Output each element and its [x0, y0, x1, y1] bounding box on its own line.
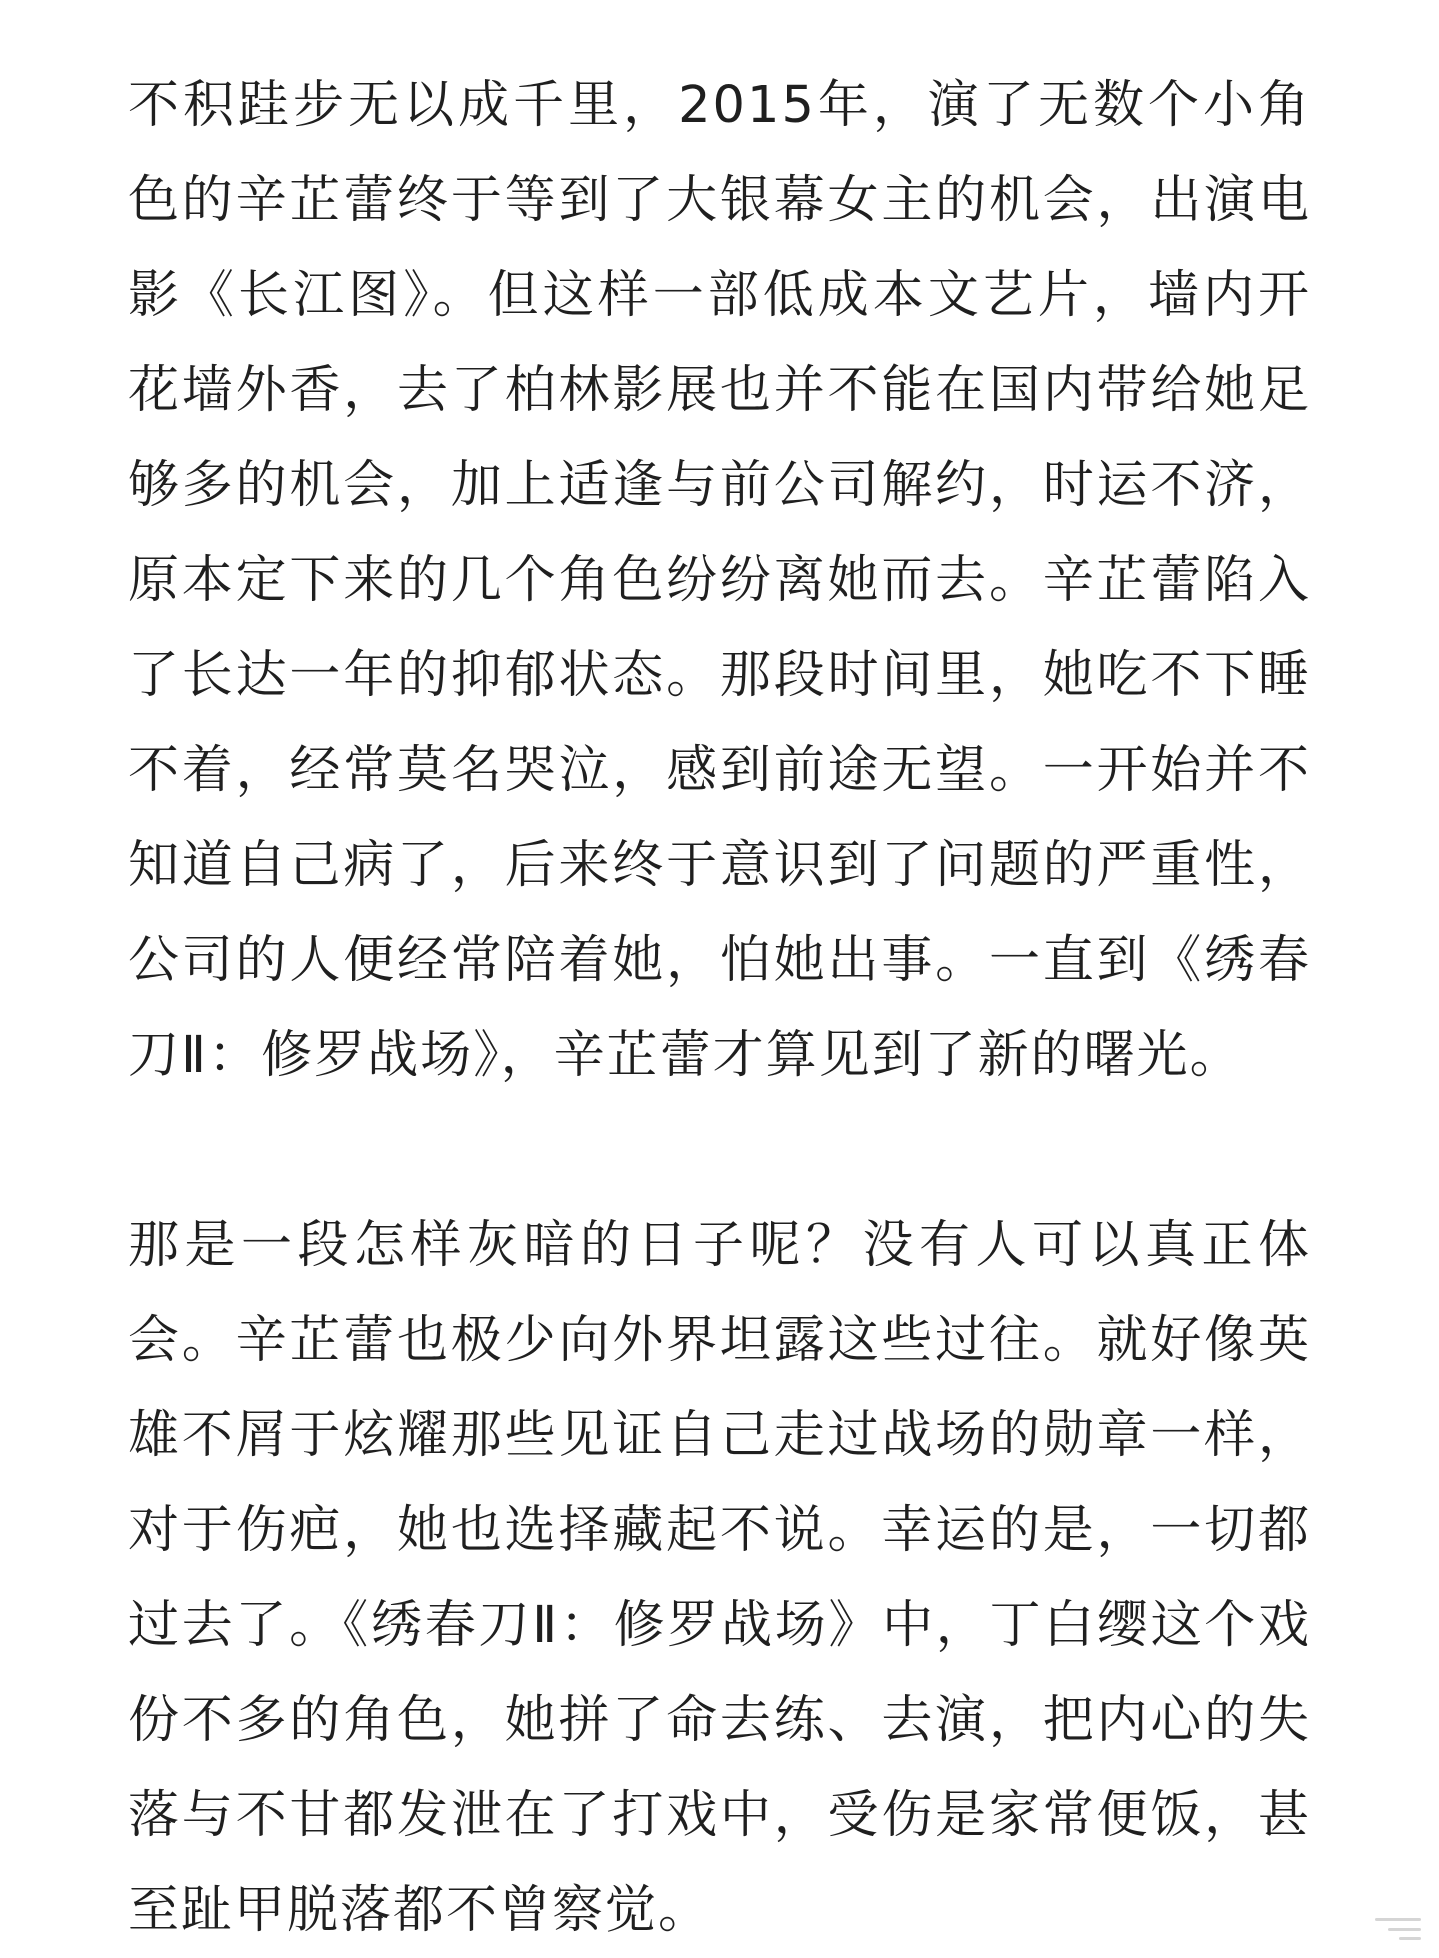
corner-watermark-icon: [1375, 1918, 1421, 1940]
article-paragraph-2: 那是一段怎样灰暗的日子呢？没有人可以真正体会。辛芷蕾也极少向外界坦露这些过往。就好像英雄不屑于炫耀那些见证自己走过战场的勋章一样，对于伤疤，她也选择藏起不说。幸运的是，一切都过去了。《绣春刀Ⅱ：修罗战场》中，丁白缨这个戏份不多的角色，她拼了命去练、去演，把内心的失落与不甘都发泄在了打戏中，受伤是家常便饭，甚至趾甲脱落都不曾察觉。: [128, 1216, 1311, 1940]
article-paragraph-1: 不积跬步无以成千里，2015年，演了无数个小角色的辛芷蕾终于等到了大银幕女主的机会，出演电影《长江图》。但这样一部低成本文艺片，墙内开花墙外香，去了柏林影展也并不能在国内带给她足够多的机会，加上适逢与前公司解约，时运不济，原本定下来的几个角色纷纷离她而去。辛芷蕾陷入了长达一年的抑郁状态。那段时间里，她吃不下睡不着，经常莫名哭泣，感到前途无望。一开始并不知道自己病了，后来终于意识到了问题的严重性，公司的人便经常陪着她，怕她出事。一直到《绣春刀Ⅱ：修罗战场》，辛芷蕾才算见到了新的曙光。: [128, 76, 1311, 1085]
